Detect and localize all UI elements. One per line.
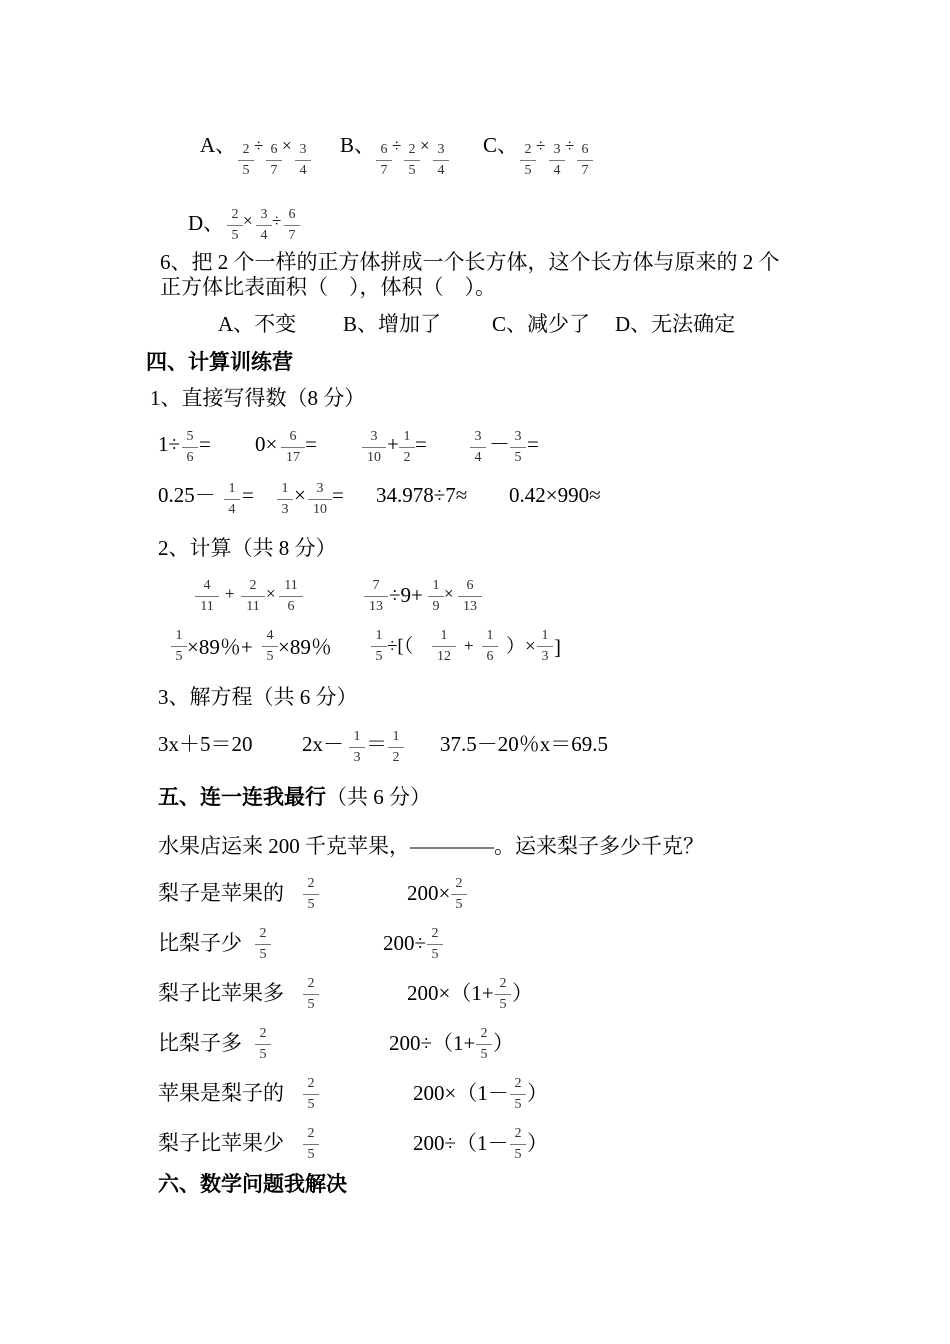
match-right-text: 200× — [407, 881, 451, 905]
fraction: 4 5 — [262, 628, 278, 665]
q6-line-2: 正方体比表面积（ ），体积（ ）。 — [160, 275, 496, 299]
part-2-title: 2、计算（共 8 分） — [158, 536, 337, 560]
fraction: 7 13 — [364, 578, 388, 615]
match-left-text: 梨子比苹果少 — [158, 1131, 284, 1155]
operator: + — [225, 584, 235, 603]
match-left-text: 梨子比苹果多 — [158, 981, 284, 1005]
match-left-text: 比梨子多 — [158, 1031, 242, 1055]
expr-text: 34.978÷7≈ — [376, 483, 468, 507]
fraction: 1 3 — [537, 628, 553, 665]
q5-option-d-label: D、 — [188, 211, 225, 235]
match-right-text: 200÷（1－ — [413, 1131, 509, 1155]
section-5-score: （共 6 分） — [326, 785, 431, 809]
expr-text: + — [387, 432, 399, 456]
equation-2-text: ＝ — [366, 732, 387, 756]
match-left-text: 梨子是苹果的 — [158, 881, 284, 905]
fraction: 1 12 — [432, 628, 456, 665]
q6-option-c: C、减少了 — [492, 312, 591, 336]
equation-2-text: 2x－ — [302, 732, 344, 756]
fraction: 6 7 — [266, 142, 282, 179]
fraction: 3 5 — [510, 429, 526, 466]
expr-text: 0× — [255, 432, 278, 456]
operator: ÷ — [536, 136, 546, 155]
match-right-closing: ） — [493, 1031, 514, 1055]
fraction: 2 11 — [241, 578, 265, 615]
fraction: 2 5 — [451, 876, 467, 913]
fraction: 2 5 — [303, 1126, 319, 1163]
operator: ÷ — [392, 136, 402, 155]
match-right-text: 200÷ — [383, 931, 427, 955]
operator: ÷ — [565, 136, 575, 155]
expr-text: ] — [554, 635, 561, 659]
expr-text: = — [199, 432, 211, 456]
fraction: 3 10 — [308, 481, 332, 518]
expr-text: = — [305, 432, 317, 456]
expr-text: ×89％+ — [187, 635, 253, 659]
equation-3: 37.5－20％x＝69.5 — [440, 732, 608, 756]
q5-option-a-label: A、 — [200, 133, 237, 157]
fraction: 1 2 — [388, 729, 404, 766]
q5-option-c-label: C、 — [483, 133, 519, 157]
fraction: 1 6 — [482, 628, 498, 665]
q6-line-1: 6、把 2 个一样的正方体拼成一个长方体，这个长方体与原来的 2 个 — [160, 250, 780, 274]
section-5-heading — [158, 784, 431, 810]
equation-1: 3x＋5＝20 — [158, 732, 253, 756]
match-left-text: 比梨子少 — [158, 931, 242, 955]
expr-text: － — [489, 432, 510, 456]
section-4-title: 四、计算训练营 — [146, 350, 293, 374]
fraction: 2 5 — [303, 876, 319, 913]
expr-text: × — [294, 483, 306, 507]
expr-text: ×89％ — [278, 635, 332, 659]
fraction: 1 5 — [171, 628, 187, 665]
match-left-text: 苹果是梨子的 — [158, 1081, 284, 1105]
match-right-closing: ） — [527, 1131, 548, 1155]
fraction: 6 7 — [577, 142, 593, 179]
fraction: 3 4 — [470, 429, 486, 466]
fraction: 6 17 — [281, 429, 305, 466]
expr-text: = — [332, 483, 344, 507]
section-5-intro: 水果店运来 200 千克苹果，————。运来梨子多少千克？ — [158, 834, 704, 858]
operator: × — [420, 136, 430, 155]
fraction: 2 5 — [404, 142, 420, 179]
expr-text: ÷[（ — [387, 636, 414, 657]
fraction: 1 2 — [399, 429, 415, 466]
fraction: 6 7 — [284, 207, 300, 244]
fraction: 1 9 — [428, 578, 444, 615]
fraction: 3 4 — [295, 142, 311, 179]
q6-option-a: A、不变 — [218, 312, 297, 336]
expr-text: 1÷ — [158, 432, 181, 456]
match-right-text: 200×（1－ — [413, 1081, 509, 1105]
q6-option-b: B、增加了 — [343, 312, 442, 336]
fraction: 4 11 — [195, 578, 219, 615]
expr-text: ÷9+ — [389, 583, 423, 607]
fraction: 2 5 — [227, 207, 243, 244]
operator: × — [243, 211, 253, 230]
fraction: 1 4 — [224, 481, 240, 518]
fraction: 3 4 — [256, 207, 272, 244]
expr-text: 0.42×990≈ — [509, 483, 601, 507]
fraction: 2 5 — [520, 142, 536, 179]
fraction: 2 5 — [510, 1126, 526, 1163]
part-3-title: 3、解方程（共 6 分） — [158, 685, 358, 709]
fraction: 2 5 — [495, 976, 511, 1013]
operator: × — [282, 136, 292, 155]
fraction: 2 5 — [303, 976, 319, 1013]
expr-text: = — [242, 483, 254, 507]
fraction: 1 3 — [277, 481, 293, 518]
fraction: 6 7 — [376, 142, 392, 179]
fraction: 11 6 — [279, 578, 303, 615]
fraction: 2 5 — [427, 926, 443, 963]
section-5-title: 五、连一连我最行 — [158, 785, 326, 809]
fraction: 2 5 — [303, 1076, 319, 1113]
operator: × — [444, 584, 454, 603]
operator: + — [464, 636, 474, 655]
fraction: 2 5 — [255, 1026, 271, 1063]
operator: × — [266, 584, 276, 603]
fraction: 2 5 — [238, 142, 254, 179]
part-1-title: 1、直接写得数（8 分） — [150, 386, 366, 410]
fraction: 2 5 — [510, 1076, 526, 1113]
expr-text: 0.25－ — [158, 483, 216, 507]
fraction: 3 4 — [433, 142, 449, 179]
match-right-closing: ） — [512, 981, 533, 1005]
match-right-text: 200×（1+ — [407, 981, 494, 1005]
section-6-title: 六、数学问题我解决 — [158, 1172, 347, 1196]
expr-text: ）× — [506, 636, 536, 657]
operator: ÷ — [254, 136, 264, 155]
expr-text: = — [415, 432, 427, 456]
fraction: 1 3 — [349, 729, 365, 766]
expr-text: = — [527, 432, 539, 456]
fraction: 5 6 — [182, 429, 198, 466]
fraction: 3 4 — [549, 142, 565, 179]
fraction: 3 10 — [362, 429, 386, 466]
match-right-closing: ） — [527, 1081, 548, 1105]
match-right-text: 200÷（1+ — [389, 1031, 476, 1055]
fraction: 2 5 — [255, 926, 271, 963]
fraction: 2 5 — [476, 1026, 492, 1063]
fraction: 6 13 — [458, 578, 482, 615]
q6-option-d: D、无法确定 — [615, 312, 736, 336]
fraction: 1 5 — [371, 628, 387, 665]
operator: ÷ — [272, 211, 282, 230]
q5-option-b-label: B、 — [340, 133, 376, 157]
